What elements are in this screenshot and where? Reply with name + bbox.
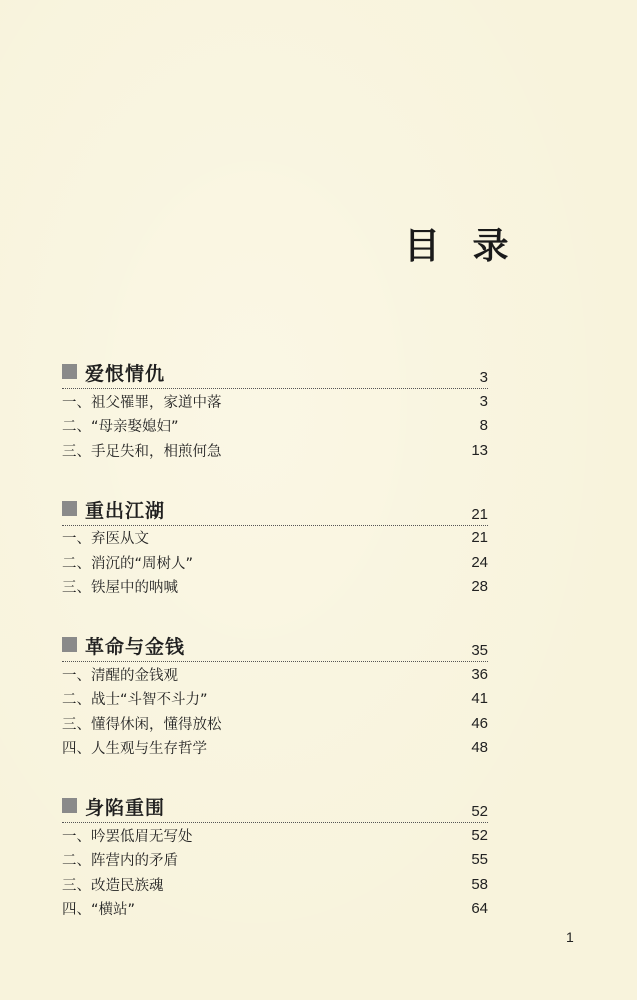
toc-entry [62, 526, 488, 551]
section-title: 重出江湖 [85, 499, 166, 522]
page-title: 目 录 [404, 225, 519, 267]
toc-section [62, 631, 488, 760]
entry-page-number: 3 [479, 392, 488, 410]
entry-label: 二、战士“斗智不斗力” [62, 692, 208, 709]
entry-page-number: 64 [471, 900, 488, 918]
section-title: 革命与金钱 [85, 636, 186, 658]
entry-page-number: 13 [471, 441, 488, 459]
entry-label: 一、吟罢低眉无写处 [62, 828, 193, 845]
toc-section [62, 495, 488, 600]
section-header [62, 358, 488, 389]
entry-page-number: 58 [471, 875, 488, 893]
footer-page-number: 1 [566, 929, 574, 945]
entry-label: 一、清醒的金钱观 [62, 667, 178, 684]
entry-page-number: 36 [471, 665, 488, 683]
table-of-contents [62, 358, 488, 953]
entry-label: 三、改造民族魂 [62, 877, 164, 894]
square-bullet-icon [62, 364, 77, 379]
toc-entry [62, 687, 488, 712]
entry-page-number: 46 [471, 714, 488, 732]
entry-page-number: 52 [471, 826, 488, 844]
toc-entry [62, 872, 488, 897]
toc-entry [62, 662, 488, 687]
entry-page-number: 48 [471, 739, 488, 757]
entry-page-number: 41 [471, 690, 488, 708]
section-header [62, 631, 488, 662]
toc-entry [62, 848, 488, 873]
toc-section [62, 358, 488, 463]
entry-page-number: 8 [479, 417, 488, 435]
entry-label: 四、人生观与生存哲学 [62, 741, 207, 758]
toc-entry [62, 438, 488, 463]
section-page-number: 35 [471, 642, 488, 659]
square-bullet-icon [62, 501, 77, 516]
toc-entry [62, 389, 488, 414]
entry-label: 四、“横站” [62, 902, 136, 919]
entry-label: 二、“母亲娶媳妇” [62, 419, 179, 436]
toc-entry [62, 711, 488, 736]
section-header [62, 792, 488, 823]
section-header [62, 495, 488, 526]
square-bullet-icon [62, 798, 77, 813]
toc-entry [62, 575, 488, 600]
square-bullet-icon [62, 637, 77, 652]
toc-entry [62, 550, 488, 575]
section-title: 爱恨情仇 [85, 363, 166, 385]
entry-label: 一、弃医从文 [62, 531, 149, 548]
entry-page-number: 28 [471, 578, 488, 596]
section-page-number: 52 [471, 803, 488, 820]
entry-label: 一、祖父罹罪，家道中落 [62, 394, 222, 411]
entry-label: 二、阵营内的矛盾 [62, 853, 178, 870]
toc-entry [62, 823, 488, 848]
toc-entry [62, 736, 488, 761]
entry-label: 二、消沉的“周树人” [62, 555, 194, 572]
entry-page-number: 55 [471, 851, 488, 869]
section-title: 身陷重围 [85, 797, 166, 819]
toc-entry [62, 897, 488, 922]
entry-label: 三、懂得休闲，懂得放松 [62, 716, 222, 733]
entry-page-number: 21 [471, 529, 488, 547]
section-page-number: 3 [479, 369, 488, 386]
toc-entry [62, 414, 488, 439]
entry-label: 三、手足失和，相煎何急 [62, 443, 222, 460]
entry-label: 三、铁屋中的呐喊 [62, 580, 178, 597]
entry-page-number: 24 [471, 553, 488, 571]
toc-section [62, 792, 488, 921]
section-page-number: 21 [471, 505, 488, 523]
